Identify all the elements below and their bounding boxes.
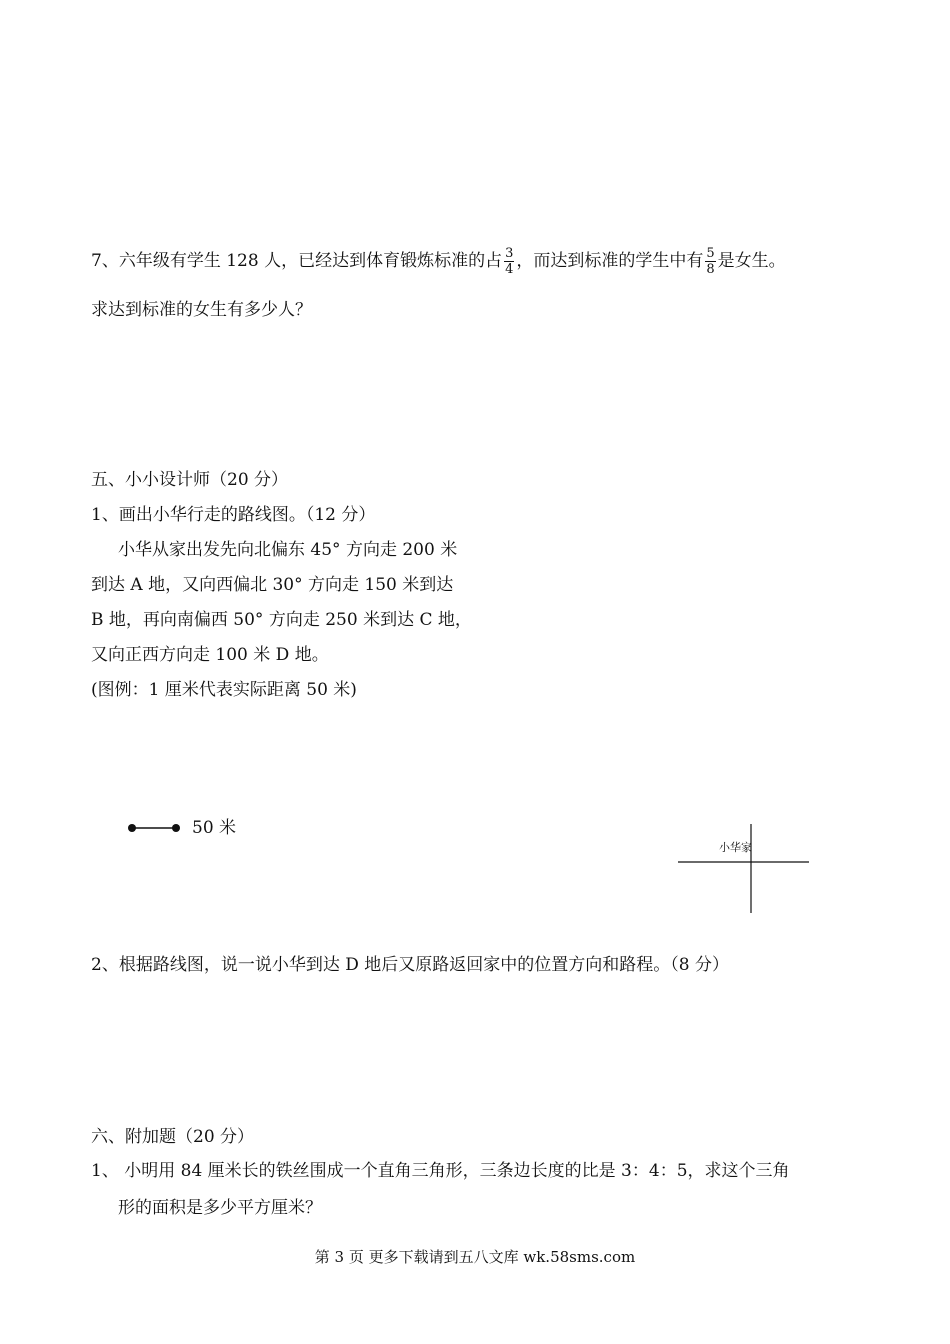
question-7-line-1 — [91, 246, 786, 277]
question-7-text-part1: 7、六年级有学生 128 人，已经达到体育锻炼标准的占 — [91, 251, 503, 271]
section-5-question-1-line-4: 又向正西方向走 100 米 D 地。 — [91, 645, 329, 665]
scale-label: 50 米 — [192, 818, 237, 838]
section-5-question-1-title: 1、画出小华行走的路线图。（12 分） — [91, 505, 376, 525]
question-7-text-part2: ，而达到标准的学生中有 — [516, 251, 704, 271]
question-7-line-2: 求达到标准的女生有多少人？ — [91, 300, 312, 320]
section-5-question-2: 2、根据路线图，说一说小华到达 D 地后又原路返回家中的位置方向和路程。（8 分） — [91, 955, 729, 975]
scale-bar — [124, 820, 184, 836]
section-5-question-1-line-2: 到达 A 地，又向西偏北 30° 方向走 150 米到达 — [91, 575, 454, 595]
scale-bar-right-dot — [172, 824, 180, 832]
section-5-question-1-line-1: 小华从家出发先向北偏东 45° 方向走 200 米 — [118, 540, 458, 560]
section-6-question-1-line-2: 形的面积是多少平方厘米？ — [118, 1198, 322, 1218]
section-6-question-1-line-1: 1、 小明用 84 厘米长的铁丝围成一个直角三角形，三条边长度的比是 3：4：5，求这个三角 — [91, 1161, 790, 1181]
section-6-heading: 六、附加题（20 分） — [91, 1127, 255, 1147]
page-footer: 第 3 页 更多下载请到五八文库 wk.58sms.com — [314, 1248, 636, 1266]
home-label: 小华家 — [719, 841, 752, 854]
fraction-three-quarters: $\frac{3}{4}$ — [505, 246, 514, 277]
question-7-text-part3: 是女生。 — [717, 251, 786, 271]
fraction-five-eighths: $\frac{5}{8}$ — [706, 246, 715, 277]
section-5-question-1-legend: (图例：1 厘米代表实际距离 50 米) — [91, 680, 357, 700]
scale-bar-left-dot — [128, 824, 136, 832]
section-5-question-1-line-3: B 地，再向南偏西 50° 方向走 250 米到达 C 地， — [91, 610, 472, 630]
section-5-heading: 五、小小设计师（20 分） — [91, 470, 289, 490]
home-crosshair — [678, 824, 810, 914]
